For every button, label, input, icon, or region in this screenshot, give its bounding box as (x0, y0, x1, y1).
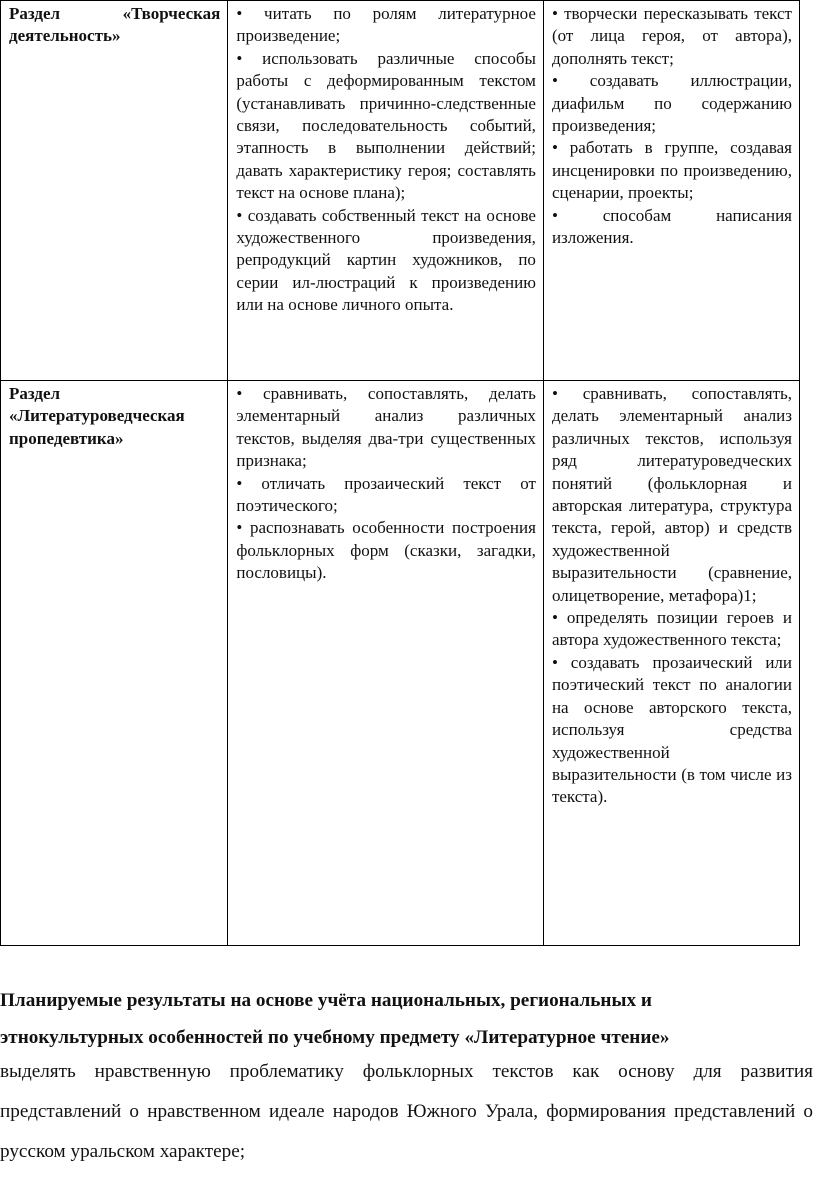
list-item: • отличать прозаический текст от поэтического; (236, 473, 536, 516)
heading-line-1: Планируемые результаты на основе учёта национальных, региональных и (0, 990, 652, 1011)
list-item: • читать по ролям литературное произведение; (236, 4, 536, 46)
section-heading (0, 978, 813, 1060)
list-item: • сравнивать, сопоставлять, делать элементарный анализ различных текстов, выделяя два-три существенных признака; (236, 384, 536, 471)
right-cell (543, 1, 799, 381)
table-row (1, 381, 800, 946)
list-item: • распознавать особенности построения фольклорных форм (сказки, загадки, пословицы). (236, 518, 536, 583)
list-item: • использовать различные способы работы с деформированным текстом (устанавливать причинно-следственные связи, последовательность событий, этапность в выполнении действий; давать характеристику героя; составлять текст на основе плана); (236, 48, 536, 203)
list-item: • создавать иллюстрации, диафильм по содержанию произведения; (551, 71, 792, 136)
right-cell (543, 381, 799, 946)
list-item: • способам написания изложения. (551, 205, 792, 248)
section-name-cell: Раздел «Литературоведческая пропедевтика» (1, 381, 228, 946)
heading-line-2: этнокультурных особенностей по учебному предмету «Литературное чтение» (0, 1027, 670, 1048)
middle-cell (228, 381, 544, 946)
list-item: • работать в группе, создавая инсценировки по произведению, сценарии, проекты; (551, 138, 792, 203)
list-item: • определять позиции героев и автора художественного текста; (551, 608, 792, 650)
list-item: • сравнивать, сопоставлять, делать элементарный анализ различных текстов, используя ряд литературоведческих понятий (фольклорная и авторская литература, структура текста, герой, автор) и средств художественной выразительности (сравнение, олицетворение, метафора)1; (551, 384, 792, 605)
section-name-cell: Раздел «Творческая деятельность» (1, 1, 228, 381)
list-item: • творчески пересказывать текст (от лица героя, от автора), дополнять текст; (551, 4, 792, 68)
body-paragraph: выделять нравственную проблематику фольклорных текстов как основу для развития представлений о нравственном идеале народов Южного Урала, формирования представлений о русском уральском характере; (0, 1061, 813, 1162)
list-item: • создавать собственный текст на основе художественного произведения, репродукций картин художников, по серии ил-люстраций к произведению или на основе личного опыта. (236, 205, 536, 315)
list-item: • создавать прозаический или поэтический текст по аналогии на основе авторского текста, используя средства художественной выразительности (в том числе из текста). (551, 652, 792, 807)
table-row (1, 1, 800, 381)
middle-cell (228, 1, 544, 381)
